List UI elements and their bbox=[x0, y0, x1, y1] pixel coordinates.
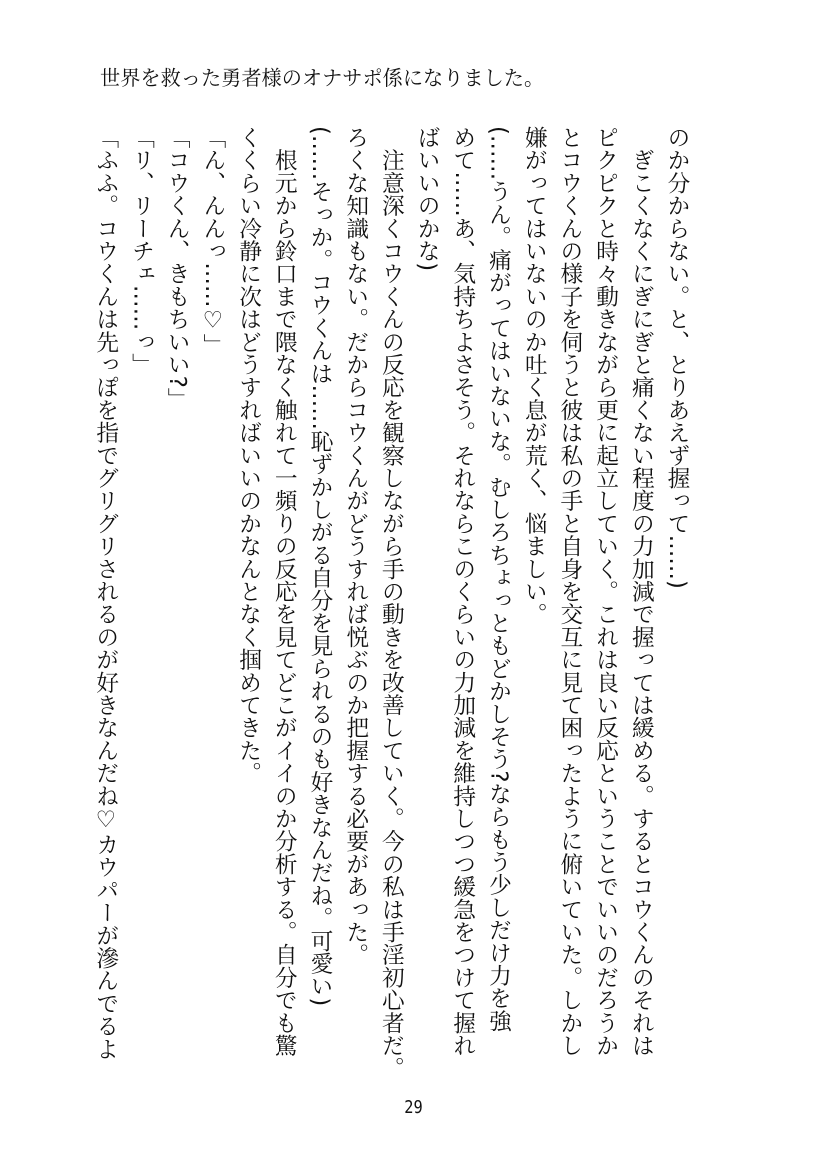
running-head-title: 世界を救った勇者様のオナサポ係になりました。 bbox=[100, 66, 545, 90]
text-column: 「リ、リーチェ……っ」 bbox=[128, 126, 155, 376]
text-column: ばいいのかな) bbox=[414, 126, 441, 272]
text-column: ピクピクと時々動きながら更に起立していく。これは良い反応ということでいいのだろうか bbox=[592, 126, 619, 1057]
vertical-body-text bbox=[87, 126, 694, 1080]
text-column: 注意深くコウくんの反応を観察しながら手の動きを改善していく。今の私は手淫初心者だ。 bbox=[378, 126, 405, 1080]
text-column: 「ふふ。コウくんは先っぽを指でグリグリされるのが好きなんだね♡カウパーが滲んでるよ bbox=[92, 126, 119, 1060]
text-column: 「コウくん、きもちいい?」 bbox=[164, 126, 191, 411]
text-column: 根元から鈴口まで隈なく触れて一頻りの反応を見てどこがイイのか分析する。自分でも驚 bbox=[271, 126, 298, 1057]
text-column: めて……あ、気持ちよさそう。それならこのくらいの力加減を維持しつつ緩急をつけて握れ bbox=[449, 126, 476, 1057]
text-column: ぎこくなくにぎにぎと痛くない程度の力加減で握っては緩める。するとコウくんのそれは bbox=[628, 126, 655, 1057]
text-column: ろくな知識もない。だからコウくんがどうすれば悦ぶのか把握する必要があった。 bbox=[342, 126, 369, 966]
text-column: のか分からない。と、とりあえず握って……) bbox=[664, 126, 690, 589]
text-column: 嫌がってはいないのか吐く息が荒く、悩ましい。 bbox=[521, 126, 548, 626]
text-column: 「ん、んんっ……♡」 bbox=[199, 126, 226, 357]
page-number: 29 bbox=[404, 1097, 423, 1118]
text-column: (……そっか。コウくんは……恥ずかしがる自分を見られるのも好きなんだね。可愛い) bbox=[306, 126, 333, 1007]
text-column: とコウくんの様子を伺うと彼は私の手と自身を交互に見て困ったように俯いていた。しかし bbox=[556, 126, 583, 1057]
text-column: (……うん。痛がってはいないな。むしろちょっともどかしそう?ならもう少しだけ力を強 bbox=[485, 126, 512, 1033]
text-column: くくらい冷静に次はどうすればいいのかなんとなく掴めてきた。 bbox=[235, 126, 262, 785]
